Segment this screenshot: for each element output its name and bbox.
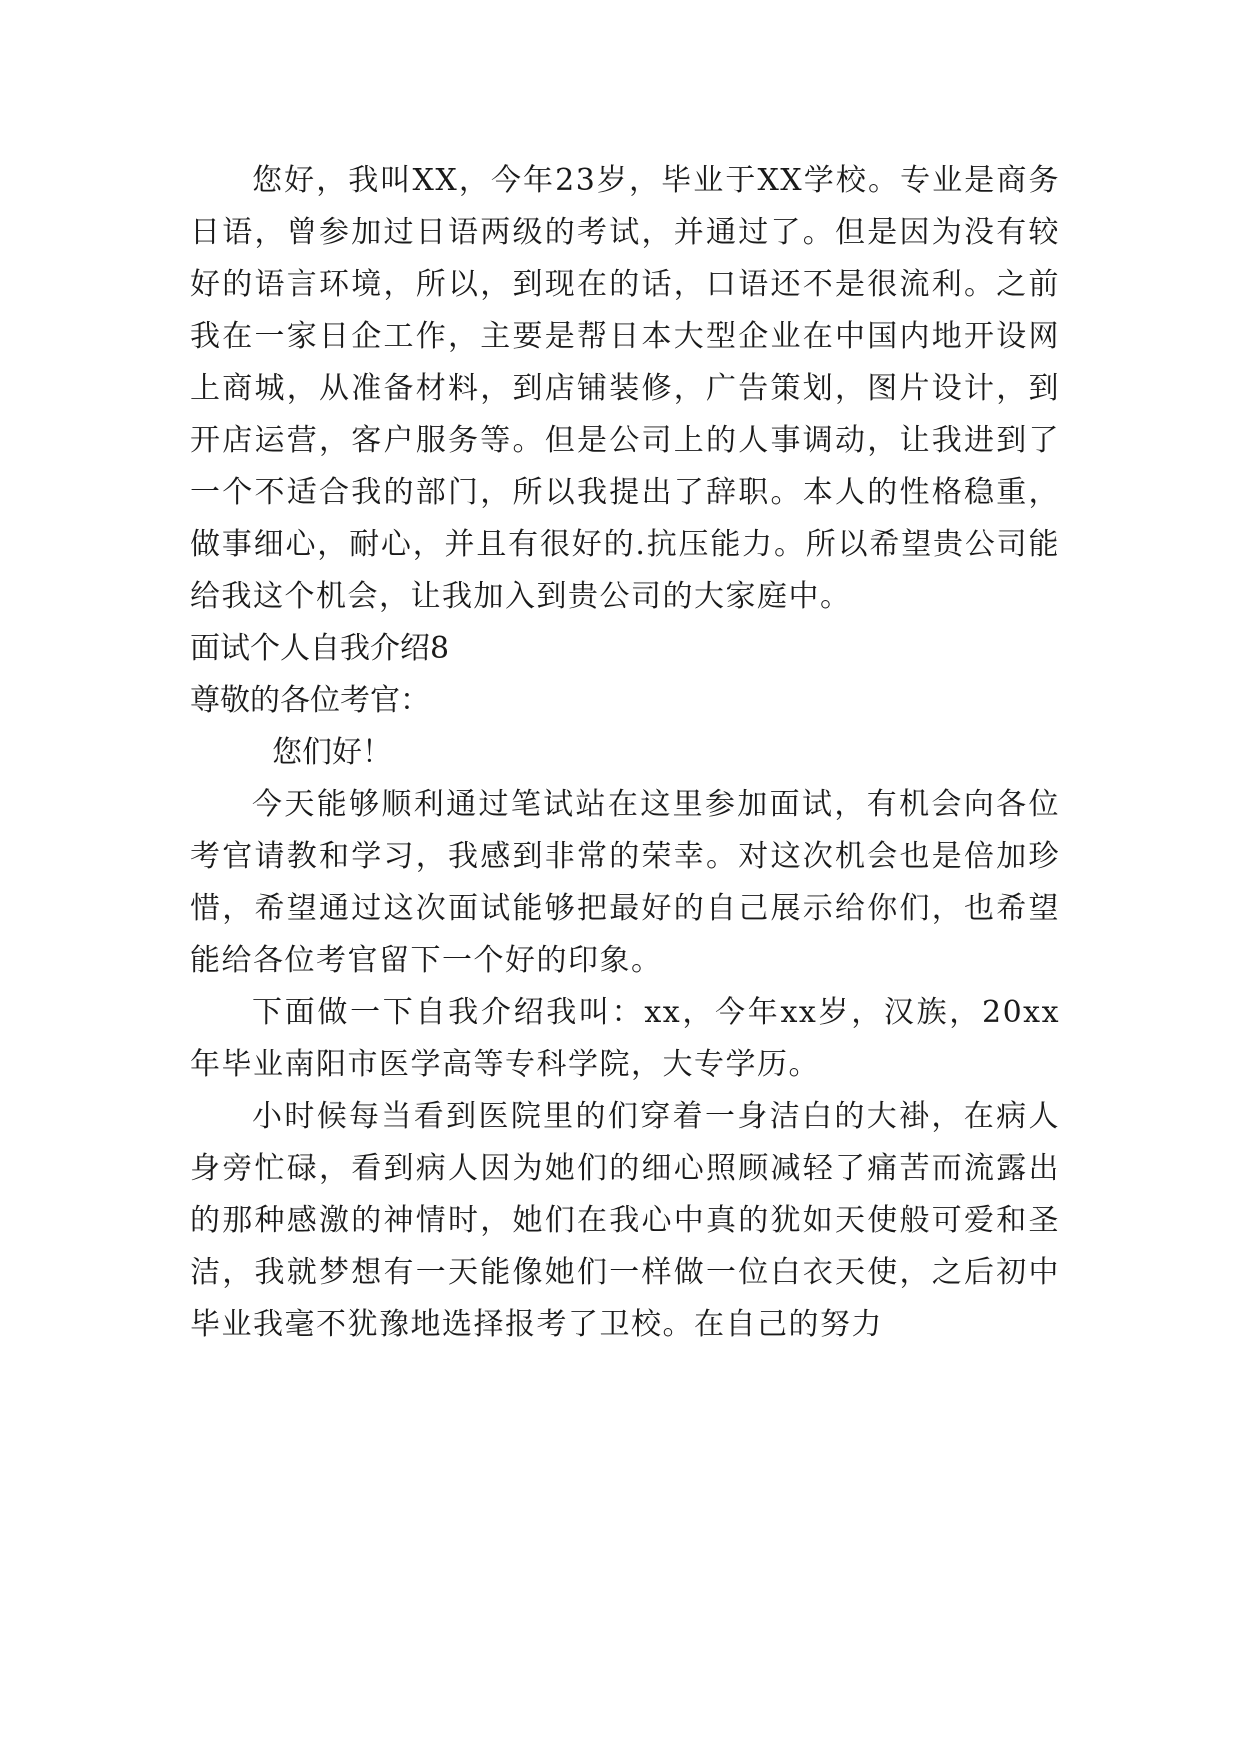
greeting: 您们好！	[272, 735, 392, 770]
paragraph-opening: 今天能够顺利通过笔试站在这里参加面试，有机会向各位考官请教和学习，我感到非常的荣幸。对这次机会也是倍加珍惜，希望通过这次面试能够把最好的自己展示给你们，也希望能给各位考官留下一个好的印象。	[190, 787, 1060, 978]
paragraph-childhood-dream: 小时候每当看到医院里的们穿着一身洁白的大褂，在病人身旁忙碌，看到病人因为她们的细心照顾减轻了痛苦而流露出的那种感激的神情时，她们在我心中真的犹如天使般可爱和圣洁，我就梦想有一天能像她们一样做一位白衣天使，之后初中毕业我毫不犹豫地选择报考了卫校。在自己的努力	[190, 1099, 1060, 1342]
paragraph-self-introduction-7: 您好，我叫XX，今年23岁，毕业于XX学校。专业是商务日语，曾参加过日语两级的考试，并通过了。但是因为没有较好的语言环境，所以，到现在的话，口语还不是很流利。之前我在一家日企工作，主要是帮日本大型企业在中国内地开设网上商城，从准备材料，到店铺装修，广告策划，图片设计，到开店运营，客户服务等。但是公司上的人事调动，让我进到了一个不适合我的部门，所以我提出了辞职。本人的性格稳重，做事细心，耐心，并且有很好的.抗压能力。所以希望贵公司能给我这个机会，让我加入到贵公司的大家庭中。	[190, 163, 1060, 614]
paragraph-personal-info: 下面做一下自我介绍我叫：xx，今年xx岁，汉族，20xx年毕业南阳市医学高等专科学院，大专学历。	[190, 995, 1060, 1082]
document-body	[190, 155, 1060, 1351]
salutation: 尊敬的各位考官：	[190, 683, 430, 718]
section-title: 面试个人自我介绍8	[190, 631, 450, 666]
